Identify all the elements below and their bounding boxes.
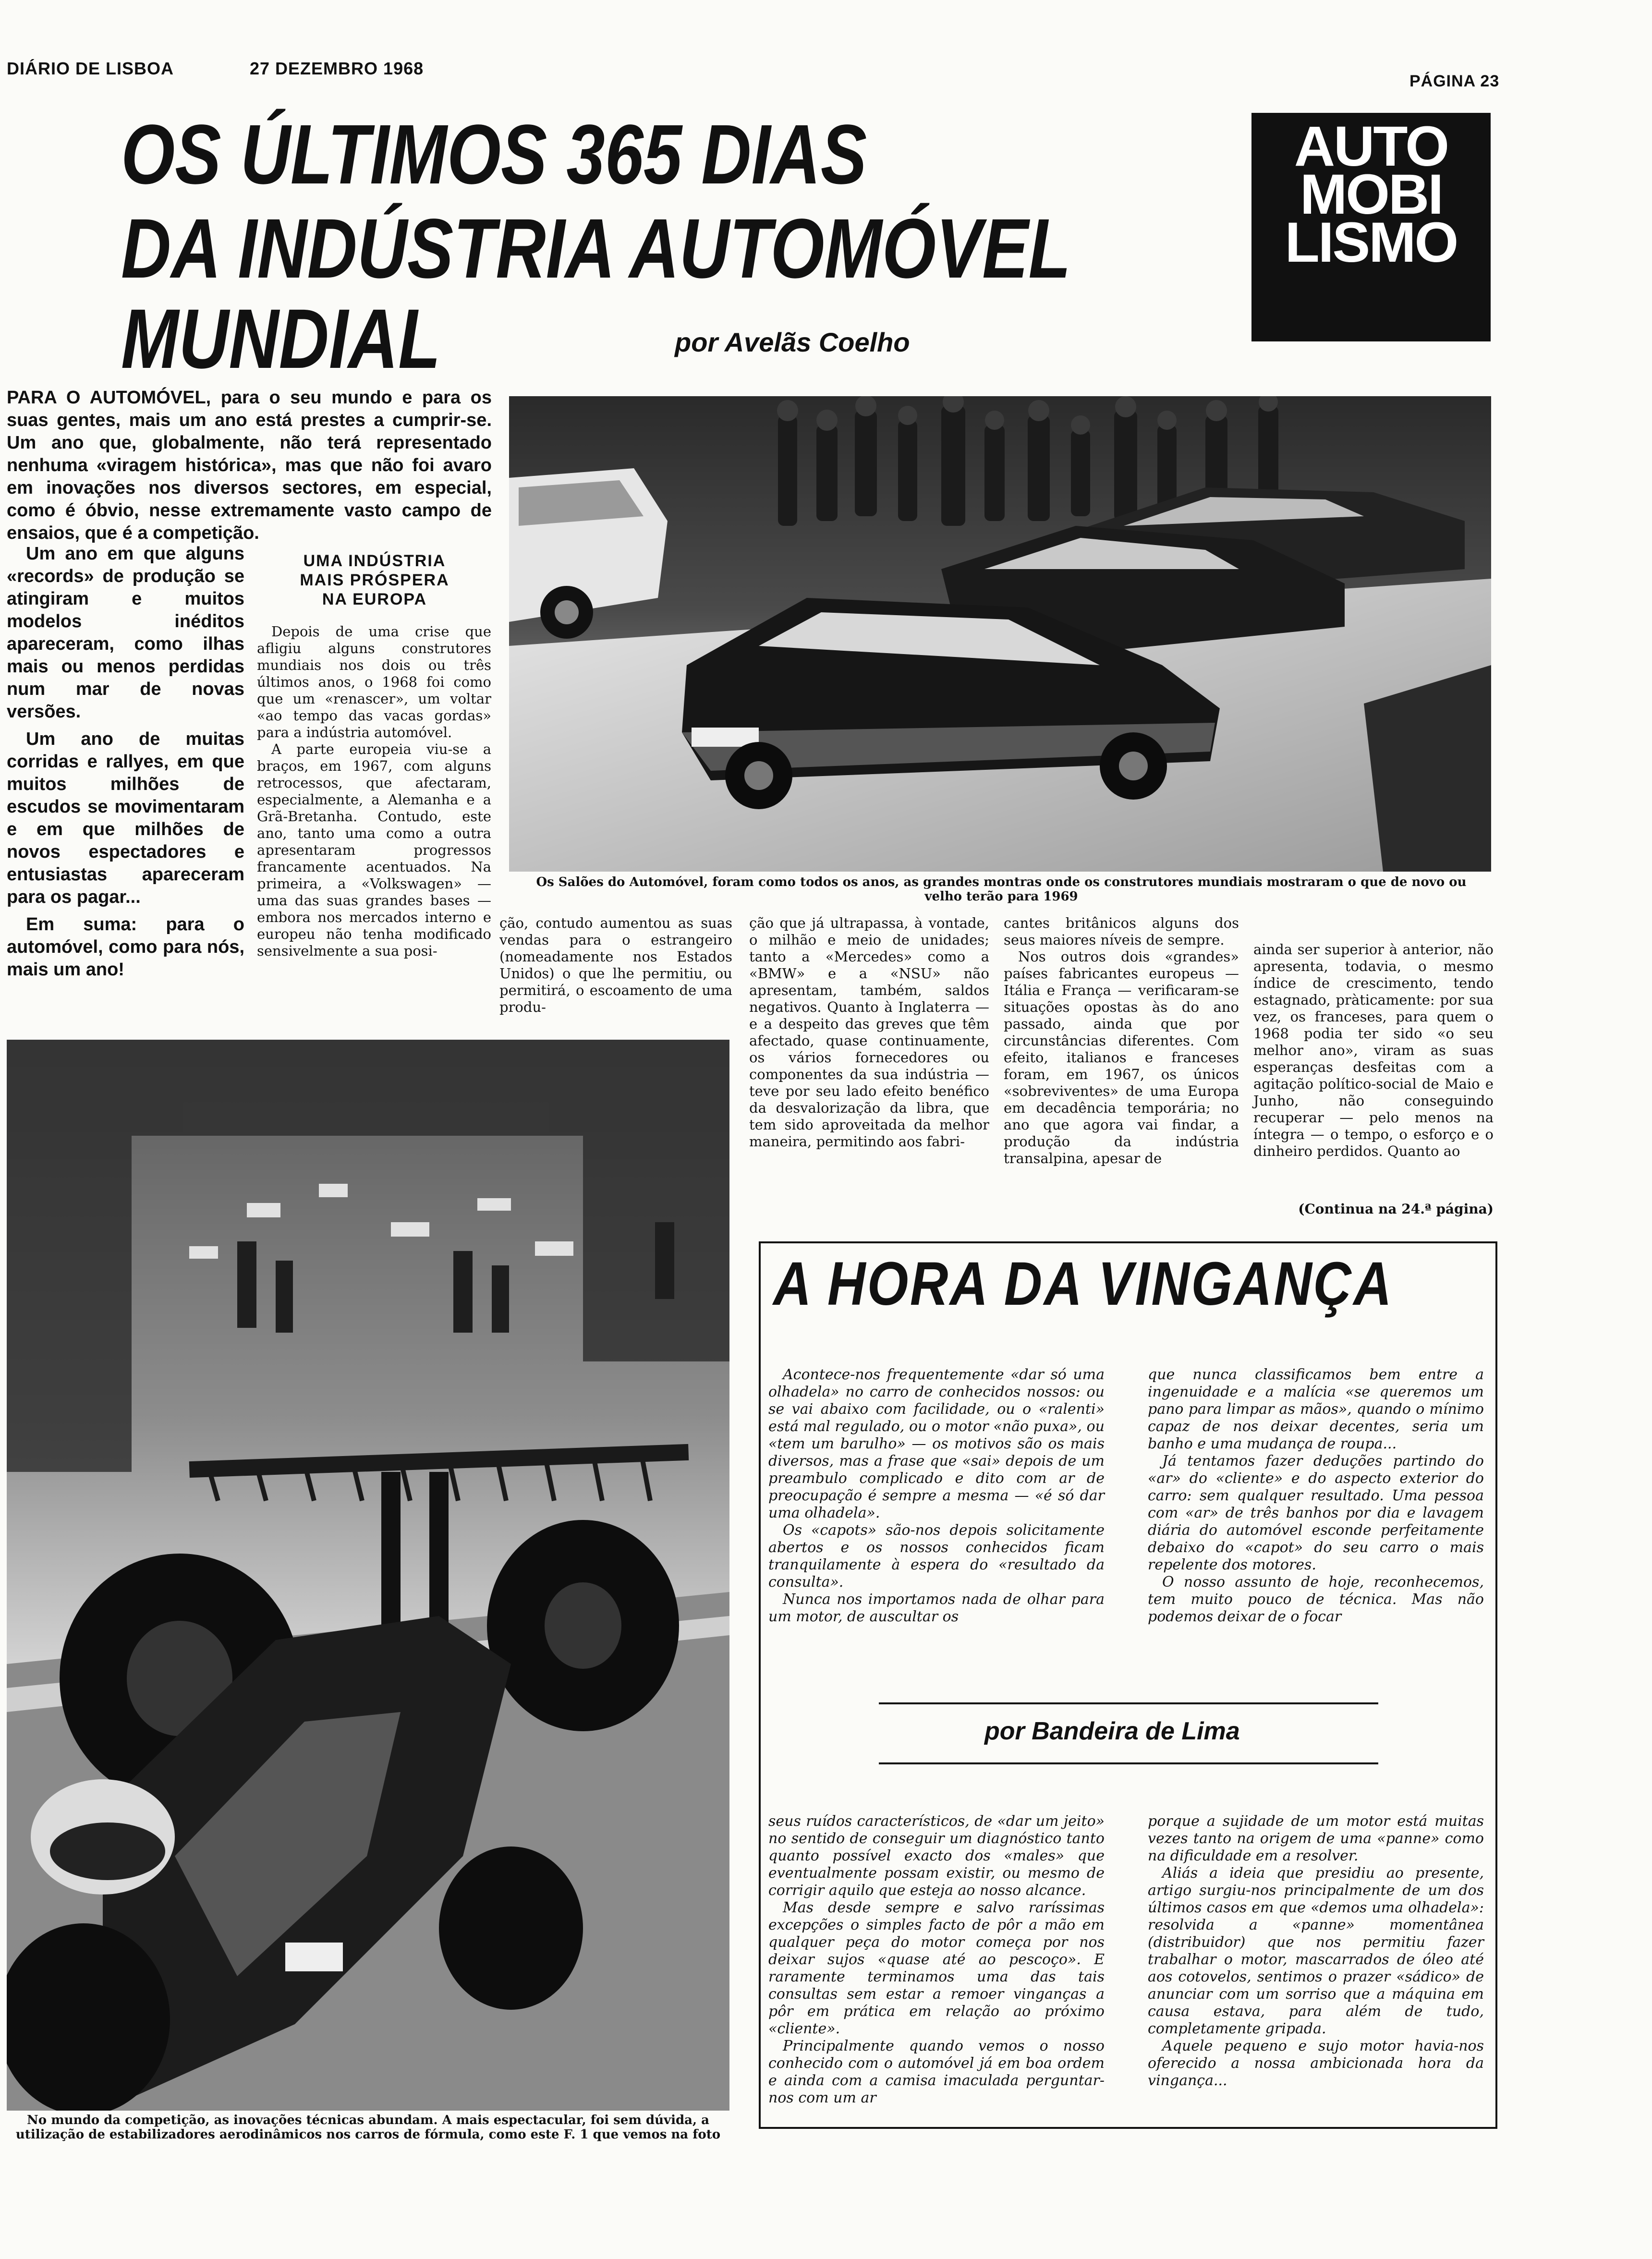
boxed-article-byline: por Bandeira de Lima xyxy=(984,1717,1240,1745)
divider-rule xyxy=(879,1762,1378,1764)
boxed-paragraph: Nunca nos importamos nada de olhar para um motor, de auscultar os xyxy=(768,1591,1105,1625)
article-column-1 xyxy=(257,623,491,959)
continued-note: (Continua na 24.ª página) xyxy=(1298,1201,1494,1217)
subheading-line-3: NA EUROPA xyxy=(322,590,427,608)
intro-paragraph-1: PARA O AUTOMÓVEL, para o seu mundo e para os suas gentes, mais um ano está prestes a cumprir-se. Um ano que, globalmente, não terá representado nenhuma «viragem histórica», mas que não foi avaro em inovações nos diversos sectores, em especial, como é óbvio, nesse extremamente vasto campo de ensaios, que é a competição. xyxy=(7,388,492,543)
article-paragraph: A parte europeia viu-se a braços, em 1967, com alguns retrocessos, que afectaram, especialmente, a Alemanha e a Grã-Bretanha. Contudo, este ano, tanto uma como a outra apresentaram progressos francamente acentuados. Na primeira, a «Volkswagen» — uma das suas grandes bases — embora nos mercados interno e europeu não tenha modificado sensivelmente a sua posi- xyxy=(257,741,491,959)
boxed-paragraph: Os «capots» são-nos depois solicitamente abertos e os nossos conhecidos ficam tranquilamente à espera do «resultado da consulta». xyxy=(768,1522,1105,1591)
article-paragraph: Depois de uma crise que afligiu alguns construtores mundiais nos dois ou três últimos anos, o 1968 foi como que um «renascer», um voltar «ao tempo das vacas gordas» para a indústria automóvel. xyxy=(257,623,491,741)
racing-car-photo-image xyxy=(7,1040,729,2111)
article-paragraph: ção, contudo aumentou as suas vendas para o estrangeiro (nomeadamente nos Estados Unidos) o que lhe permitiu, ou permitirá, o escoamento de uma produ- xyxy=(499,915,732,1015)
headline-line-3: MUNDIAL xyxy=(121,292,441,386)
boxed-article-title: A HORA DA VINGANÇA xyxy=(773,1250,1394,1318)
boxed-paragraph: que nunca classificamos bem entre a ingenuidade e a malícia «se queremos um pano para limpar as mãos», quando o mínimo capaz de nos deixar decentes, seria um banho e uma mudança de roupa... xyxy=(1148,1366,1484,1452)
intro-column xyxy=(7,543,244,986)
subheading-line-2: MAIS PRÓSPERA xyxy=(300,571,449,589)
section-logo xyxy=(1251,113,1491,341)
logo-line-2: MOBI xyxy=(1300,163,1443,226)
article-paragraph: ainda ser superior à anterior, não apresenta, todavia, o mesmo índice de crescimento, tendo estagnado, pràticamente: por sua vez, os franceses, para quem o 1968 podia ter sido «o seu melhor ano», viram as suas esperanças desfeitas com a agitação político-social de Maio e Junho, não conseguindo recuperar — pelo menos na íntegra — o tempo, o esforço e o dinheiro perdidos. Quanto ao xyxy=(1253,941,1494,1159)
headline-line-1: OS ÚLTIMOS 365 DIAS xyxy=(121,108,867,202)
intro-lead xyxy=(7,387,492,549)
logo-line-1: AUTO xyxy=(1294,115,1448,178)
article-byline: por Avelãs Coelho xyxy=(675,327,910,357)
car-salon-photo-image xyxy=(509,396,1491,872)
boxed-column-1 xyxy=(768,1366,1105,1626)
racing-car-photo xyxy=(7,1040,729,2111)
boxed-column-3 xyxy=(768,1813,1105,2107)
intro-paragraph-4: Em suma: para o automóvel, como para nós, mais um ano! xyxy=(7,914,244,980)
boxed-paragraph: O nosso assunto de hoje, reconhecemos, tem muito pouco de técnica. Mas não podemos deixar de o focar xyxy=(1148,1574,1484,1625)
boxed-paragraph: porque a sujidade de um motor está muitas vezes tanto na origem de uma «panne» como na dificuldade em a resolver. xyxy=(1148,1813,1484,1864)
top-photo-caption: Os Salões do Automóvel, foram como todos os anos, as grandes montras onde os construtores mundiais mostraram o que de novo ou velho terão para 1969 xyxy=(536,875,1467,904)
intro-paragraph-3: Um ano de muitas corridas e rallyes, em que muitos milhões de escudos se movimentaram e em que milhões de novos espectadores e entusiastas apareceram para os pagar... xyxy=(7,729,244,907)
page-number: PÁGINA 23 xyxy=(1409,72,1500,90)
article-column-3 xyxy=(749,915,989,1150)
intro-paragraph-2: Um ano em que alguns «records» de produção se atingiram e muitos modelos inéditos apareceram, como ilhas mais ou menos perdidas num mar de novas versões. xyxy=(7,544,244,722)
subheading-line-1: UMA INDÚSTRIA xyxy=(303,552,446,570)
article-column-2 xyxy=(499,915,732,1016)
boxed-paragraph: Acontece-nos frequentemente «dar só uma olhadela» no carro de conhecidos nossos: ou se vai abaixo com facilidade, ou o «ralenti» está mal regulado, ou o motor «não puxa», ou «tem um barulho» — os motivos são os mais diversos, mas a frase que «sai» depois de um preambulo complicado e dito com ar de preocupação é sempre a mesma — «é só dar uma olhadela». xyxy=(768,1366,1105,1521)
subheading xyxy=(259,551,490,609)
article-paragraph: cantes britânicos alguns dos seus maiores níveis de sempre. xyxy=(1004,915,1239,948)
boxed-paragraph: Já tentamos fazer deduções partindo do «ar» do «cliente» e do aspecto exterior do carro: sem qualquer resultado. Uma pessoa com «ar» de três banhos por dia e lavagem diária do automóvel esconde perfeitamente debaixo do «capot» do seu carro o mais repelente dos motores. xyxy=(1148,1453,1484,1573)
boxed-paragraph: Mas desde sempre e salvo raríssimas excepções o simples facto de pôr a mão em qualquer peça do motor começa por nos deixar sujos «quase até ao pescoço». E raramente terminamos uma das tais consultas sem estar a remoer vinganças a pôr em prática em relação ao próximo «cliente». xyxy=(768,1899,1105,2037)
article-column-4 xyxy=(1004,915,1239,1167)
article-column-5 xyxy=(1253,941,1494,1160)
boxed-column-4 xyxy=(1148,1813,1484,2089)
issue-date: 27 DEZEMBRO 1968 xyxy=(250,59,424,78)
divider-rule xyxy=(879,1702,1378,1704)
car-salon-photo xyxy=(509,396,1491,872)
boxed-paragraph: seus ruídos característicos, de «dar um jeito» no sentido de conseguir um diagnóstico tanto quanto possível exacto dos «males» que eventualmente possam existir, ou mesmo de corrigir aquilo que esteja ao nosso alcance. xyxy=(768,1813,1105,1899)
logo-line-3: LISMO xyxy=(1285,211,1458,274)
headline-line-2: DA INDÚSTRIA AUTOMÓVEL xyxy=(121,202,1071,296)
boxed-paragraph: Aquele pequeno e sujo motor havia-nos oferecido a nossa ambicionada hora da vingança... xyxy=(1148,2038,1484,2089)
boxed-column-2 xyxy=(1148,1366,1484,1626)
boxed-paragraph: Principalmente quando vemos o nosso conhecido com o automóvel já em boa ordem e ainda com a camisa imaculada perguntar-nos com um ar xyxy=(768,2038,1105,2106)
article-paragraph: Nos outros dois «grandes» países fabricantes europeus — Itália e França — verificaram-se situações opostas às do ano passado, ainda que por circunstâncias diferentes. Com efeito, italianos e franceses foram, em 1967, os únicos «sobreviventes» de uma Europa em decadência temporária; no ano que agora vai findar, a produção da indústria transalpina, apesar de xyxy=(1004,948,1239,1166)
article-paragraph: ção que já ultrapassa, à vontade, o milhão e meio de unidades; tanto a «Mercedes» como a «BMW» e a «NSU» não apresentam, também, saldos negativos. Quanto à Inglaterra — e a despeito das greves que têm afectado, quase continuamente, os vários fornecedores ou componentes da sua indústria — teve por seu lado efeito benéfico da desvalorização da libra, que tem sido aproveitada da melhor maneira, permitindo aos fabri- xyxy=(749,915,989,1150)
boxed-paragraph: Aliás a ideia que presidiu ao presente, artigo surgiu-nos principalmente de um dos últimos casos em que «demos uma olhadela»: resolvida a «panne» momentânea (distribuidor) que nos permitiu fazer trabalhar o motor, mascarrados de óleo até aos cotovelos, sentimos o prazer «sádico» de anunciar com um sorriso que a máquina em causa estava, para além de tudo, completamente gripada. xyxy=(1148,1865,1484,2037)
bottom-photo-caption: No mundo da competição, as inovações técnicas abundam. A mais espectacular, foi sem dúvida, a utilização de estabilizadores aerodinâmicos nos carros de fórmula, como este F. 1 que vemos na foto xyxy=(15,2113,721,2142)
newspaper-name: DIÁRIO DE LISBOA xyxy=(7,59,174,78)
